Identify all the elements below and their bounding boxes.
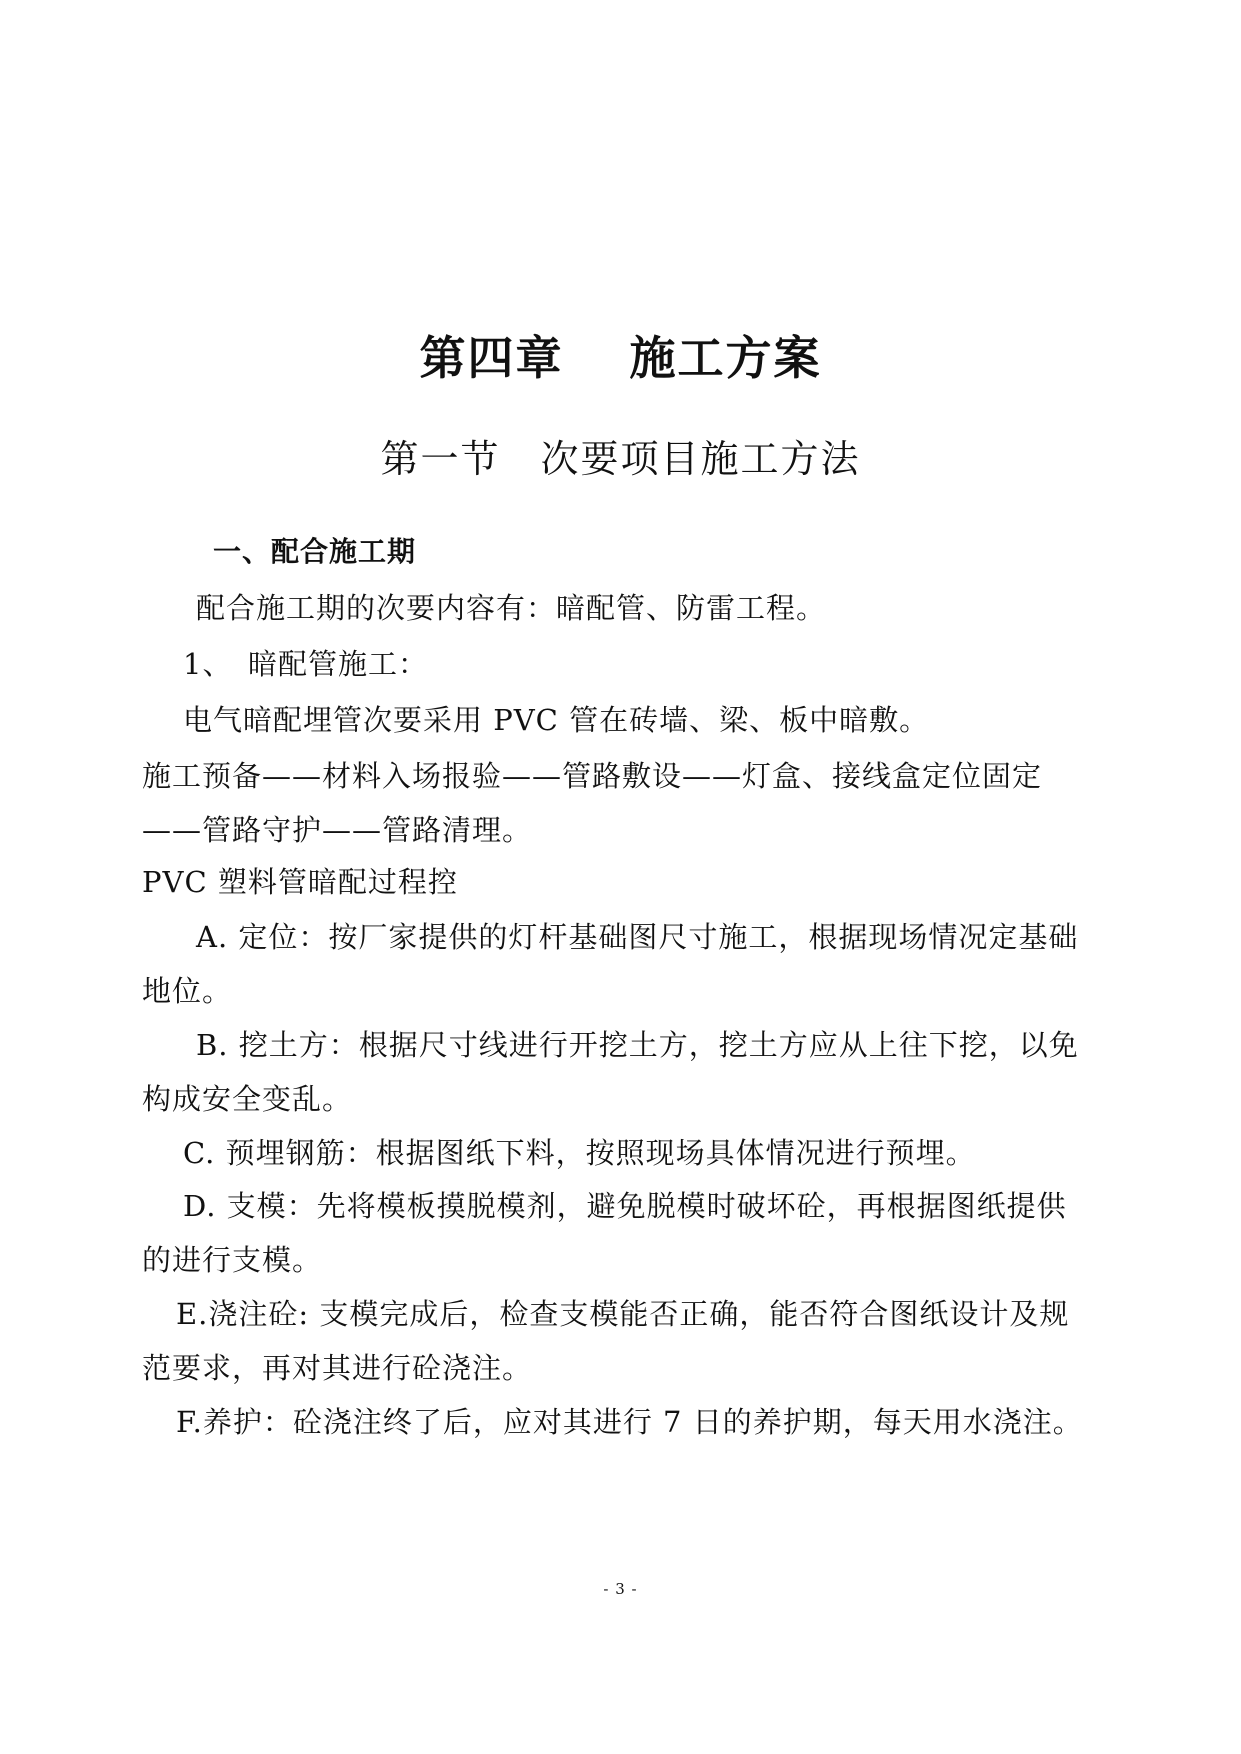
subheading: 一、配合施工期 bbox=[213, 535, 417, 568]
paragraph-line: 范要求，再对其进行砼浇注。 bbox=[142, 1351, 533, 1385]
paragraph-line: PVC 塑料管暗配过程控 bbox=[142, 865, 458, 899]
paragraph-line: 施工预备——材料入场报验——管路敷设——灯盒、接线盒定位固定 bbox=[142, 759, 1043, 793]
paragraph-line: 地位。 bbox=[142, 974, 233, 1008]
paragraph-line: C. 预埋钢筋：根据图纸下料，按照现场具体情况进行预埋。 bbox=[183, 1136, 976, 1170]
paragraph-line: 的进行支模。 bbox=[142, 1243, 323, 1277]
page-number: - 3 - bbox=[603, 1580, 638, 1598]
paragraph-line: D. 支模：先将模板摸脱模剂，避免脱模时破坏砼，再根据图纸提供 bbox=[183, 1189, 1067, 1223]
paragraph-line: A. 定位：按厂家提供的灯杆基础图尺寸施工，根据现场情况定基础 bbox=[196, 920, 1079, 954]
paragraph-line: B. 挖土方：根据尺寸线进行开挖土方，挖土方应从上往下挖，以免 bbox=[196, 1028, 1079, 1062]
section-title: 第一节 次要项目施工方法 bbox=[380, 437, 861, 481]
paragraph-line: E.浇注砼: 支模完成后，检查支模能否正确，能否符合图纸设计及规 bbox=[176, 1297, 1070, 1331]
chapter-title: 第四章 施工方案 bbox=[419, 331, 822, 385]
paragraph-line: F.养护：砼浇注终了后，应对其进行 7 日的养护期，每天用水浇注。 bbox=[176, 1405, 1083, 1439]
paragraph-line: 构成安全变乱。 bbox=[142, 1082, 353, 1116]
paragraph-line: ——管路守护——管路清理。 bbox=[142, 813, 533, 847]
paragraph-line: 电气暗配埋管次要采用 PVC 管在砖墙、梁、板中暗敷。 bbox=[183, 703, 930, 737]
paragraph-line: 1、 暗配管施工： bbox=[183, 647, 428, 681]
paragraph-line: 配合施工期的次要内容有：暗配管、防雷工程。 bbox=[196, 591, 827, 625]
